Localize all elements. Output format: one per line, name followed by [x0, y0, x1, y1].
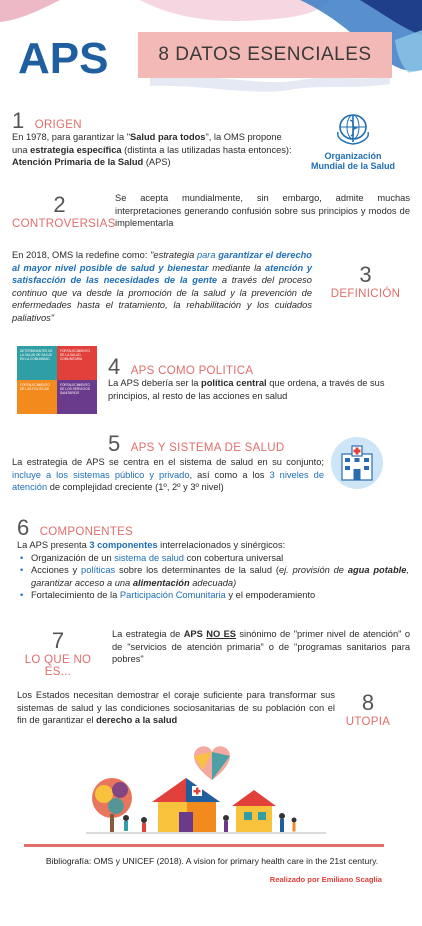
author-credit: Realizado por Emiliano Scaglia — [269, 875, 382, 884]
policy-puzzle-image — [17, 346, 97, 414]
list-item — [17, 552, 409, 565]
section-3-number: 3 — [359, 262, 372, 287]
text-italic: a través del proceso continuo que va desde la promoción de la salud y la prevención de enfermedades hasta el tratamiento, la rehabilitación y los cuidados paliativos" — [12, 275, 312, 323]
text-bold: estrategia específica — [30, 144, 122, 155]
section-2-number: 2 — [53, 192, 66, 217]
section-4-title: APS COMO POLITICA — [130, 365, 254, 377]
section-7-heading — [12, 628, 104, 678]
section-8-title: UTOPIA — [345, 716, 391, 728]
text: que ordena, a través de sus principios, al resto de las acciones en salud — [108, 378, 385, 401]
text: sobre los determinantes de la salud ( — [115, 565, 279, 576]
who-emblem-icon — [334, 112, 372, 146]
text: La estrategia de APS se centra en el sistema de salud en su conjunto; — [12, 457, 324, 467]
text: ", la OMS propone una — [12, 132, 282, 155]
list-item — [17, 589, 409, 602]
text: y el empoderamiento — [225, 590, 316, 601]
bibliography: Bibliografía: OMS y UNICEF (2018). A vision for primary health care in the 21st century. — [45, 856, 379, 866]
text: sinónimo de "primer nivel de atención" o de "servicios de atención primaria" o de "programas sanitarios para pobres" — [112, 629, 411, 665]
text-italic: ej. provisión de — [278, 565, 348, 576]
text-highlight: atención y satisfacción de las necesidades de la gente — [12, 262, 313, 286]
puzzle-piece-3: FORTALECIMIENTO DE LAS POLITICAS — [17, 380, 57, 414]
text: La APS presenta — [17, 540, 90, 550]
section-6-title: COMPONENTES — [39, 526, 134, 538]
section-3-text — [12, 249, 312, 325]
text: de complejidad creciente (1º, 2º y 3º nivel) — [47, 482, 224, 493]
text-bold: agua potable — [347, 565, 407, 576]
text: Acciones y — [31, 565, 82, 576]
section-2-title: CONTROVERSIAS — [12, 218, 116, 230]
text: Organización de un — [31, 552, 115, 563]
text-highlight: sistema de salud — [114, 552, 184, 563]
section-2-heading — [12, 192, 116, 230]
text: (distinta a las utilizadas hasta entonces): — [121, 144, 292, 155]
footer-divider — [24, 844, 384, 847]
text: La APS debería ser la — [108, 378, 202, 388]
text-highlight: garantizar el derecho al mayor nivel posible de salud y bienestar — [12, 250, 312, 273]
community-illustration — [86, 744, 326, 845]
text: En 1978, para garantizar la " — [12, 132, 131, 142]
text-bold: alimentación — [132, 577, 190, 588]
text: La estrategia de — [112, 629, 184, 639]
section-7-number: 7 — [51, 628, 65, 653]
text-highlight: 3 componentes — [89, 540, 158, 550]
text-italic: para — [196, 250, 219, 260]
text: , así como a los — [189, 469, 270, 480]
section-7-text — [112, 628, 410, 666]
text: (APS) — [143, 157, 171, 168]
section-8-number: 8 — [361, 690, 375, 715]
subtitle-text: 8 DATOS ESENCIALES — [158, 44, 372, 65]
section-6-intro — [17, 539, 409, 552]
page-title: APS — [18, 34, 109, 83]
text-highlight: Participación Comunitaria — [119, 590, 226, 601]
puzzle-piece-1: DETERMINANTES DE LA SALUD DE SALUD EN LA COMUNIDAD — [17, 346, 57, 380]
section-1-title: ORIGEN — [34, 119, 82, 131]
puzzle-piece-4: FORTALECIMIENTO DE LOS SERVICIOS SANITARIOS — [57, 380, 97, 414]
text-underline: NO ES — [206, 629, 236, 639]
text-bold: derecho a la salud — [96, 715, 178, 726]
text-italic: , garantizar acceso a una — [31, 565, 409, 588]
section-1-text — [12, 131, 292, 169]
text-bold: política central — [201, 378, 267, 388]
who-logo-line1: Organización — [324, 151, 382, 161]
section-3-heading — [318, 262, 413, 300]
list-item — [17, 564, 409, 589]
who-logo-line2: Mundial de la Salud — [310, 161, 395, 171]
text-bold: Salud para todos — [130, 132, 206, 142]
text-highlight: incluye a los sistemas público y privado — [12, 469, 190, 480]
section-3-title: DEFINICIÓN — [330, 288, 401, 300]
text-italic: mediante la — [208, 262, 265, 273]
text-highlight: políticas — [81, 565, 116, 576]
section-8-heading — [336, 690, 400, 728]
text-italic: "estrategia — [150, 250, 197, 260]
who-logo — [298, 112, 408, 171]
section-6-number: 6 — [17, 515, 30, 540]
text: Los Estados necesitan demostrar el coraje suficiente para transformar sus sistemas de salud y las condiciones sociosanitarias de su población con el fin de garantizar el — [17, 690, 335, 726]
subtitle-banner — [138, 32, 392, 78]
section-6-text — [17, 539, 409, 602]
hospital-icon — [330, 436, 384, 495]
text: En 2018, OMS la redefine como: — [12, 250, 151, 260]
text: con cobertura universal — [183, 552, 284, 563]
puzzle-piece-2: FORTALECIMIENTO DE LA SALUD COMUNITARIA — [57, 346, 97, 380]
components-list — [17, 552, 409, 602]
section-4-text — [108, 377, 408, 402]
text-bold: APS — [183, 629, 203, 639]
text-highlight: 3 niveles de atención — [12, 469, 324, 493]
section-5-title: APS Y SISTEMA DE SALUD — [130, 442, 285, 454]
section-8-text — [17, 689, 335, 727]
section-2-text: Se acepta mundialmente, sin embargo, admite muchas interpretaciones generando confusión sobre sus principios y modos de implementarla — [115, 193, 410, 229]
text-bold: Atención Primaria de la Salud — [12, 157, 144, 168]
section-5-number: 5 — [108, 431, 121, 456]
text: interrelacionados y sinérgicos: — [157, 540, 286, 550]
text-italic: adecuada) — [189, 577, 237, 588]
section-6-heading — [17, 515, 133, 541]
section-7-title: LO QUE NO ES... — [24, 654, 92, 678]
section-5-heading — [108, 431, 285, 457]
text: Fortalecimiento de la — [31, 590, 120, 601]
section-4-number: 4 — [108, 354, 121, 379]
section-1-number: 1 — [12, 108, 25, 133]
section-5-text — [12, 456, 324, 494]
